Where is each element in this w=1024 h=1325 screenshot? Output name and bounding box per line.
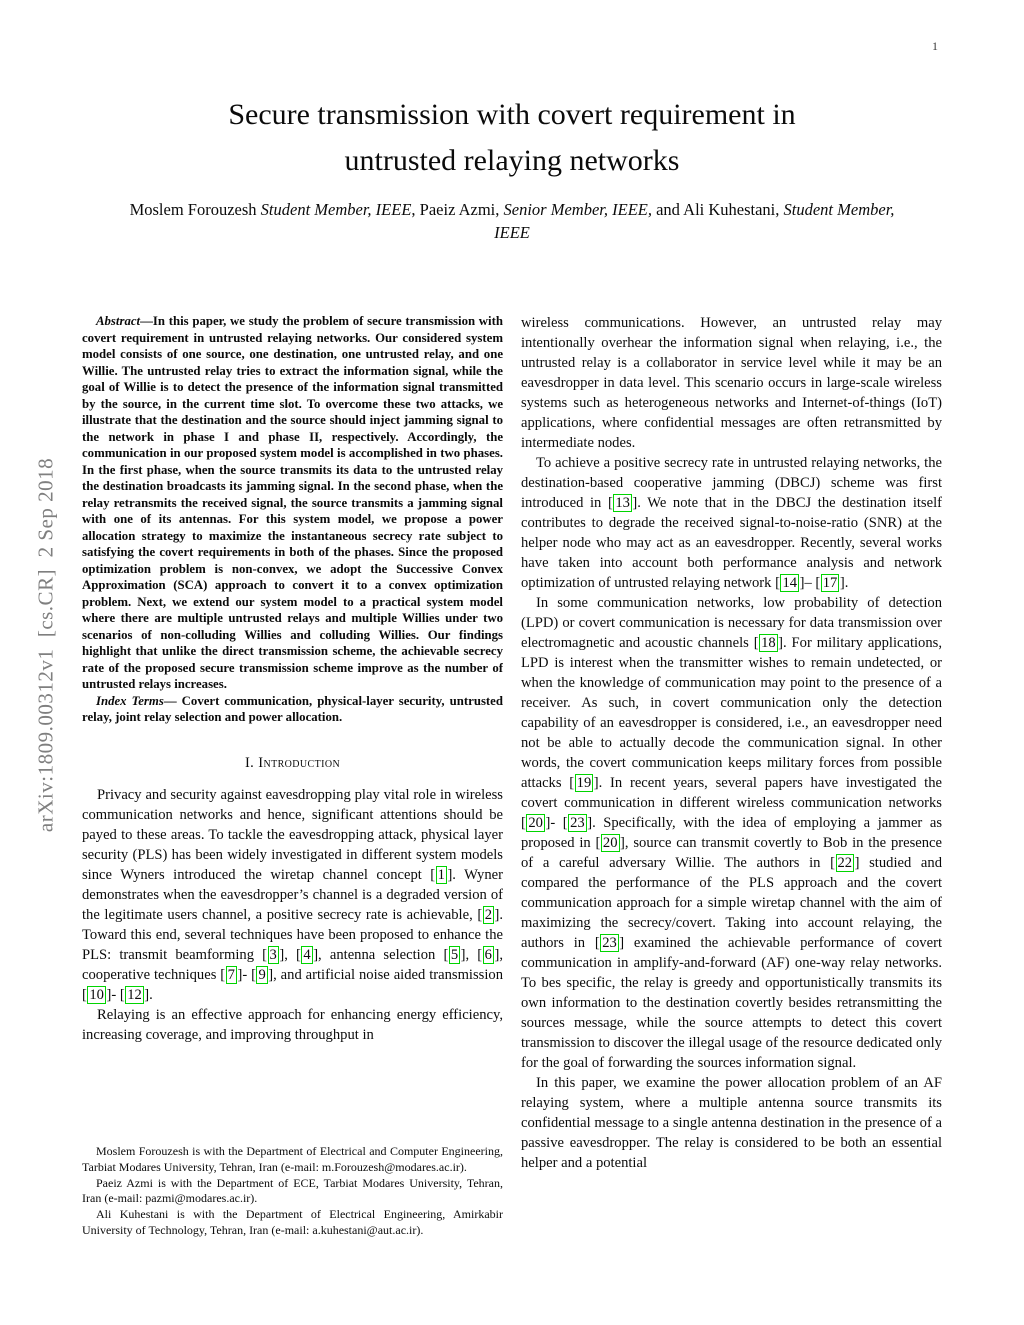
citation-link[interactable]: 9: [258, 966, 266, 983]
citation-link[interactable]: 20: [528, 815, 543, 831]
abstract-text: In this paper, we study the problem of secure transmission with covert requirement in untrusted relaying networks. Our considered system model consists of one source, one destination, one untrusted relay, and one Willie. The untrusted relay tries to extract the information signal, while the goal of Willie is to detect the presence of the information signal transmitted by the source, in the current time slot. To overcome these two attacks, we illustrate that the destination and the source should inject jamming signal to the network in phase I and phase II, respectively. Accordingly, the communication in our proposed system model is accomplished in two phases. In the first phase, when the source transmits its data to the untrusted relay the destination broadcasts its jamming signal. In the second phase, when the relay retransmits the received signal, the source transmits a jamming signal with one of its antennas. For this system model, we propose a power allocation strategy to maximize the instantaneous secrecy rate subject to satisfying the covert requirements in both of the phases. Since the proposed optimization problem is non-convex, we adopt the Successive Convex Approximation (SCA) approach to convert it to a convex optimization problem. Next, we extend our system model to a practical system model where there are multiple untrusted relays and multiple Willies under two scenarios of non-colluding Willies and colluding Willies. Our findings highlight that unlike the direct transmission scheme, the achievable secrecy rate of the proposed secure transmission scheme improve as the number of untrusted relays increases.: [82, 314, 503, 691]
author-name: , Paeiz Azmi,: [411, 200, 504, 219]
citation-link[interactable]: 22: [837, 855, 853, 871]
citation-link[interactable]: 4: [303, 946, 311, 963]
footnote-azmi: Paeiz Azmi is with the Department of ECE, Tarbiat Modares University, Tehran, Iran (e-mail: pazmi@modares.ac.ir).: [82, 1175, 503, 1206]
citation-link[interactable]: 1: [437, 866, 445, 883]
citation-link[interactable]: 13: [615, 495, 630, 511]
author-membership: Student Member, IEEE: [494, 200, 895, 242]
citation-link[interactable]: 23: [602, 935, 617, 951]
arxiv-watermark: arXiv:1809.00312v1 [cs.CR] 2 Sep 2018: [33, 457, 58, 833]
abstract-paragraph: [82, 313, 503, 693]
author-membership: Student Member, IEEE: [260, 200, 412, 219]
author-name: and Ali Kuhestani,: [651, 200, 784, 219]
body-paragraph-covert: In some communication networks, low probability of detection (LPD) or covert communication is necessary for data transmission over electromagnetic and acoustic channels [ 18 ]. For military applications, LPD is interest when the transmitter wishes to remain undetected, or when the knowledge of communication may point to the presence of a receiver. As such, in covert communication only the detection capability of an eavesdropper is considered, i.e., an eavesdropper need not be able to actually decode the communication signal. In other words, the covert communication keeps military forces from possible attacks [ 19 ]. In recent years, several papers have investigated the covert communication in different wireless communication networks [ 20 ]- [ 23 ]. Specifically, with the idea of employing a jammer as proposed in [ 20 ], source can transmit covertly to Bob in the presence of a careful adversary Willie. The authors in [ 22 ] studied and compared the performance of the PLS approach and the covert communication approach for a simple wiretap channel with the aim of maximizing the secrecy/covert. Taking into account relaying, the authors in [ 23 ] examined the achievable performance of covert communication in amplify-and-forward (AF) one-way relay networks. To bes specific, the relay is greedy and opportunistically transmits its own information to the destination covertly besides retransmitting the sources message, while the source attempts to detect this covert transmission to discover the illegal usage of the resource dedicated only for the goal of forwarding the sources information signal.: [521, 595, 942, 1071]
citation-link[interactable]: 12: [127, 986, 142, 1003]
author-name: Moslem Forouzesh: [129, 200, 261, 219]
citation-link[interactable]: 5: [450, 946, 459, 963]
right-column: [521, 313, 942, 1265]
paper-title-line1: Secure transmission with covert requirement in: [228, 98, 796, 131]
citation-link[interactable]: 17: [822, 575, 838, 591]
author-line: [112, 198, 912, 244]
citation-link[interactable]: 3: [269, 946, 277, 963]
citation-link[interactable]: 10: [89, 986, 104, 1003]
intro-paragraph-2: Relaying is an effective approach for enhancing energy efficiency, increasing coverage, and improving throughput in: [82, 1006, 503, 1043]
index-terms-text: Covert communication, physical-layer security, untrusted relay, joint relay selection and power allocation.: [82, 693, 503, 724]
abstract-dash: —: [140, 314, 153, 328]
citation-link[interactable]: 18: [761, 635, 776, 651]
body-paragraph-dbcj: To achieve a positive secrecy rate in untrusted relaying networks, the destination-based cooperative jamming (DBCJ) scheme was first introduced in [ 13 ]. We note that in the DBCJ the destination itself contributes to degrade the received signal-to-noise-ratio (SNR) at the helper node who may act as an eavesdropper. Recently, several works have taken into account both performance analysis and network optimization of untrusted relaying network [ 14 ]– [ 17 ].: [521, 455, 942, 591]
paper-title: [0, 92, 1024, 184]
index-terms-paragraph: [82, 693, 503, 726]
citation-link[interactable]: 2: [484, 906, 492, 923]
citation-link[interactable]: 20: [602, 835, 618, 851]
citation-link[interactable]: 23: [570, 815, 585, 831]
citation-link[interactable]: 7: [227, 966, 235, 983]
author-affiliations: [82, 1144, 503, 1239]
citation-link[interactable]: 19: [576, 775, 592, 791]
index-terms-lead: Index Terms: [96, 693, 164, 708]
page-number: 1: [932, 39, 938, 53]
body-paragraph-this-paper: In this paper, we examine the power allocation problem of an AF relaying system, where a multiple antenna source transmits its confidential message to a single antenna destination in the presence of a passive eavesdropper. The relay is considered to be both an essential helper and a potential: [521, 1075, 942, 1171]
left-column: [82, 313, 503, 1140]
author-membership: Senior Member, IEEE,: [503, 200, 652, 219]
body-paragraph-continuation: wireless communications. However, an untrusted relay may intentionally overhear the information signal when relaying, i.e., the untrusted relay is a collaborator in service level while it may be an eavesdropper in data level. This scenario occurs in large-scale wireless systems such as heterogeneous networks and Internet-of-things (IoT) applications, where confidential messages are often retransmitted by intermediate nodes.: [521, 315, 942, 451]
citation-link[interactable]: 6: [484, 946, 492, 963]
paper-title-line2: untrusted relaying networks: [344, 144, 680, 177]
section-heading-introduction: I. Introduction: [244, 754, 341, 771]
abstract-lead: Abstract: [96, 314, 141, 328]
footnote-forouzesh: Moslem Forouzesh is with the Department of Electrical and Computer Engineering, Tarbiat Modares University, Tehran, Iran (e-mail: m.Forouzesh@modares.ac.ir).: [82, 1144, 503, 1174]
citation-link[interactable]: 14: [782, 575, 798, 591]
index-terms-dash: —: [163, 693, 177, 708]
intro-paragraph-1: Privacy and security against eavesdropping play vital role in wireless communication networks and hence, significant attentions should be payed to these areas. To tackle the eavesdropping attack, physical layer security (PLS) has been widely investigated in different system models since Wyners introduced the wiretap channel concept [ 1 ]. Wyner demonstrates when the eavesdropper’s channel is a degraded version of the legitimate users channel, a positive secrecy rate is achievable, [ 2 ]. Toward this end, several techniques have been proposed to enhance the PLS: transmit beamforming [ 3 ], [ 4 ], antenna selection [ 5 ], [ 6 ], cooperative techniques [ 7 ]- [ 9 ], and artificial noise aided transmission [ 10 ]- [ 12 ].: [82, 786, 503, 1003]
footnote-kuhestani: Ali Kuhestani is with the Department of Electrical Engineering, Amirkabir University of Technology, Tehran, Iran (e-mail: a.kuhestani@aut.ac.ir).: [82, 1207, 503, 1237]
